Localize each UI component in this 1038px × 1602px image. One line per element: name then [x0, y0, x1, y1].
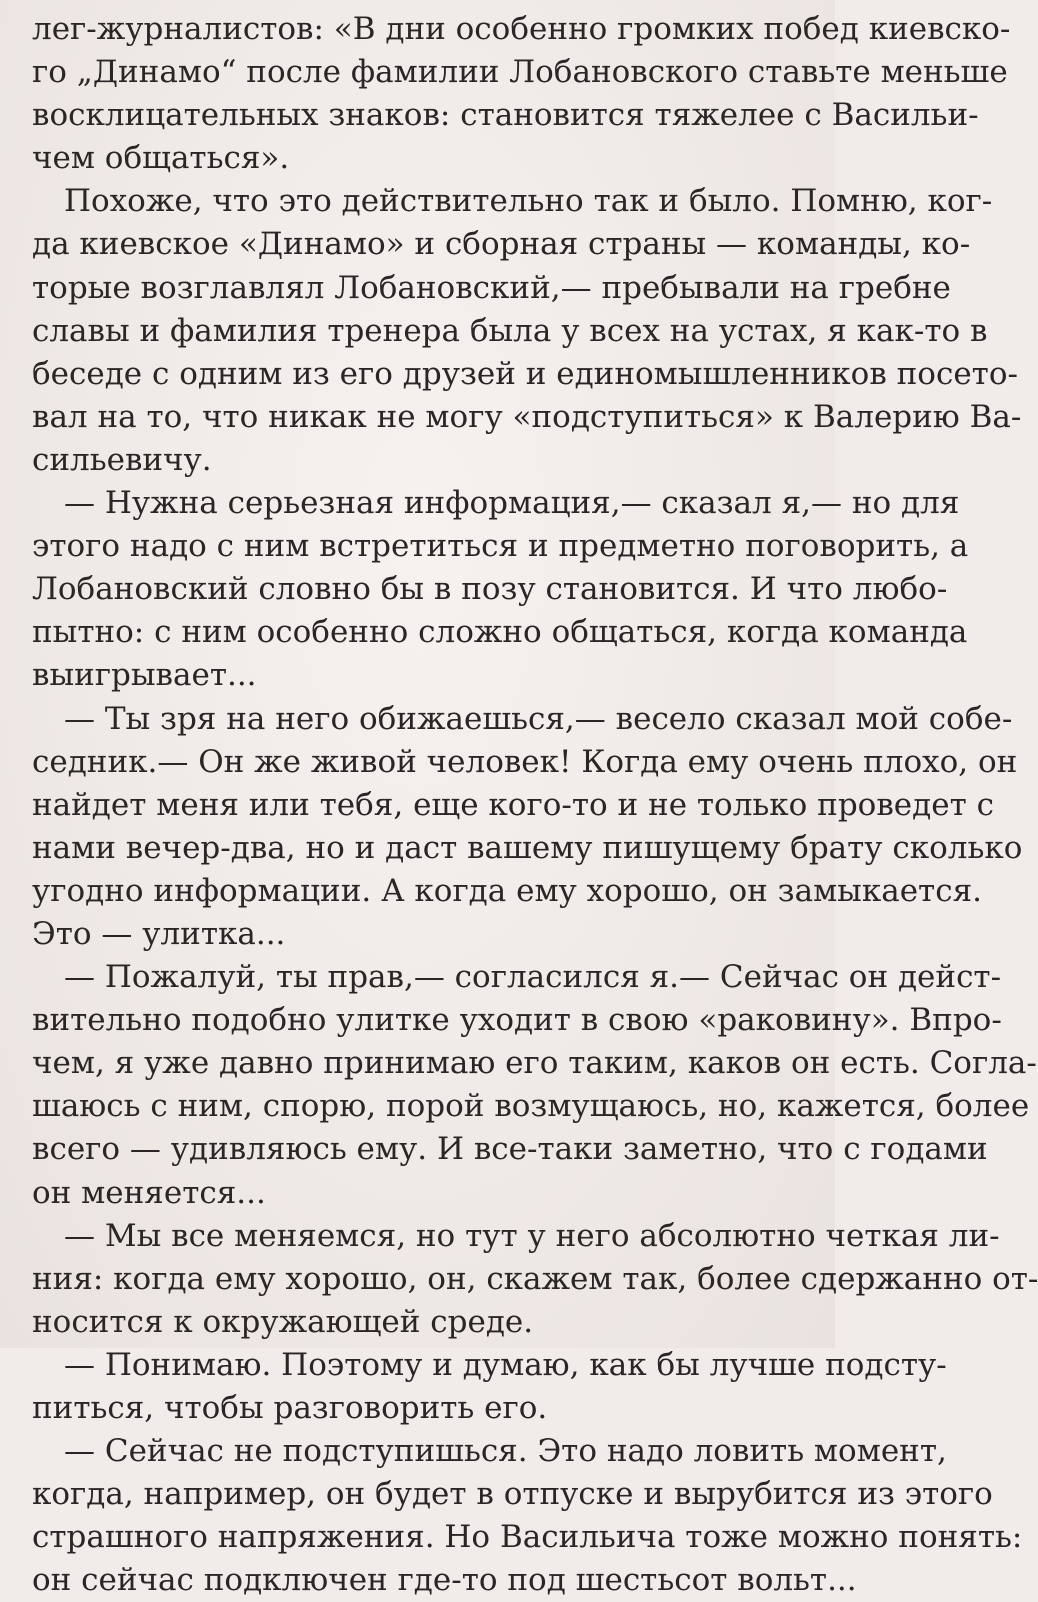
paragraph-start-line: — Ты зря на него обижаешься,— весело сказал мой собе-: [64, 700, 1013, 737]
text-line: найдет меня или тебя, еще кого-то и не только проведет с: [32, 786, 994, 823]
text-line: пытно: с ним особенно сложно общаться, когда команда: [32, 614, 968, 651]
text-line: шаюсь с ним, спорю, порой возмущаюсь, но, кажется, более: [32, 1088, 1030, 1125]
text-line: этого надо с ним встретиться и предметно поговорить, а: [32, 528, 969, 565]
text-line: ния: когда ему хорошо, он, скажем так, более сдержанно от-: [32, 1260, 1038, 1297]
text-line: го „Динамо“ после фамилии Лобановского ставьте меньше: [32, 54, 1008, 91]
text-line: угодно информации. А когда ему хорошо, он замыкается.: [32, 872, 982, 909]
text-line: славы и фамилия тренера была у всех на устах, я как-то в: [32, 312, 988, 349]
text-line: нами вечер-два, но и даст вашему пишущему брату сколько: [32, 829, 1023, 866]
text-line: торые возглавлял Лобановский,— пребывали на гребне: [32, 269, 951, 306]
text-line: седник.— Он же живой человек! Когда ему очень плохо, он: [32, 743, 1018, 780]
text-line: вал на то, что никак не могу «подступиться» к Валерию Ва-: [32, 398, 1022, 435]
text-line: он сейчас подключен где-то под шестьсот вольт...: [32, 1562, 857, 1599]
text-line: восклицательных знаков: становится тяжелее с Васильи-: [32, 97, 979, 134]
text-line: сильевичу.: [32, 441, 212, 478]
text-line: чем, я уже давно принимаю его таким, каков он есть. Согла-: [32, 1045, 1037, 1082]
text-line: вительно подобно улитке уходит в свою «раковину». Впро-: [32, 1002, 1002, 1039]
text-line: чем общаться».: [32, 140, 290, 177]
text-line: выигрывает...: [32, 657, 257, 694]
paragraph-start-line: — Пожалуй, ты прав,— согласился я.— Сейчас он дейст-: [64, 959, 1002, 996]
text-line: когда, например, он будет в отпуске и вырубится из этого: [32, 1476, 993, 1513]
paragraph-start-line: Похоже, что это действительно так и было. Помню, ког-: [64, 183, 993, 220]
text-line: питься, чтобы разговорить его.: [32, 1390, 548, 1426]
text-line: беседе с одним из его друзей и единомышленников посето-: [32, 355, 1018, 392]
text-line: Это — улитка...: [32, 915, 286, 952]
text-line: лег-журналистов: «В дни особенно громких побед киевско-: [32, 11, 1011, 47]
text-line: носится к окружающей среде.: [32, 1303, 534, 1340]
text-line: страшного напряжения. Но Васильича тоже можно понять:: [32, 1519, 1023, 1556]
text-line: Лобановский словно бы в позу становится. И что любо-: [32, 571, 948, 608]
paragraph-start-line: — Сейчас не подступишься. Это надо ловить момент,: [64, 1433, 947, 1470]
text-line: да киевское «Динамо» и сборная страны — команды, ко-: [32, 226, 971, 263]
body-text: [32, 8, 1038, 1602]
text-line: он меняется...: [32, 1174, 266, 1211]
paragraph-start-line: — Нужна серьезная информация,— сказал я,— но для: [64, 485, 960, 522]
paragraph-start-line: — Мы все меняемся, но тут у него абсолютно четкая ли-: [64, 1217, 1000, 1254]
paragraph-start-line: — Понимаю. Поэтому и думаю, как бы лучше подсту-: [64, 1346, 947, 1383]
text-line: всего — удивляюсь ему. И все-таки заметно, что с годами: [32, 1131, 988, 1168]
